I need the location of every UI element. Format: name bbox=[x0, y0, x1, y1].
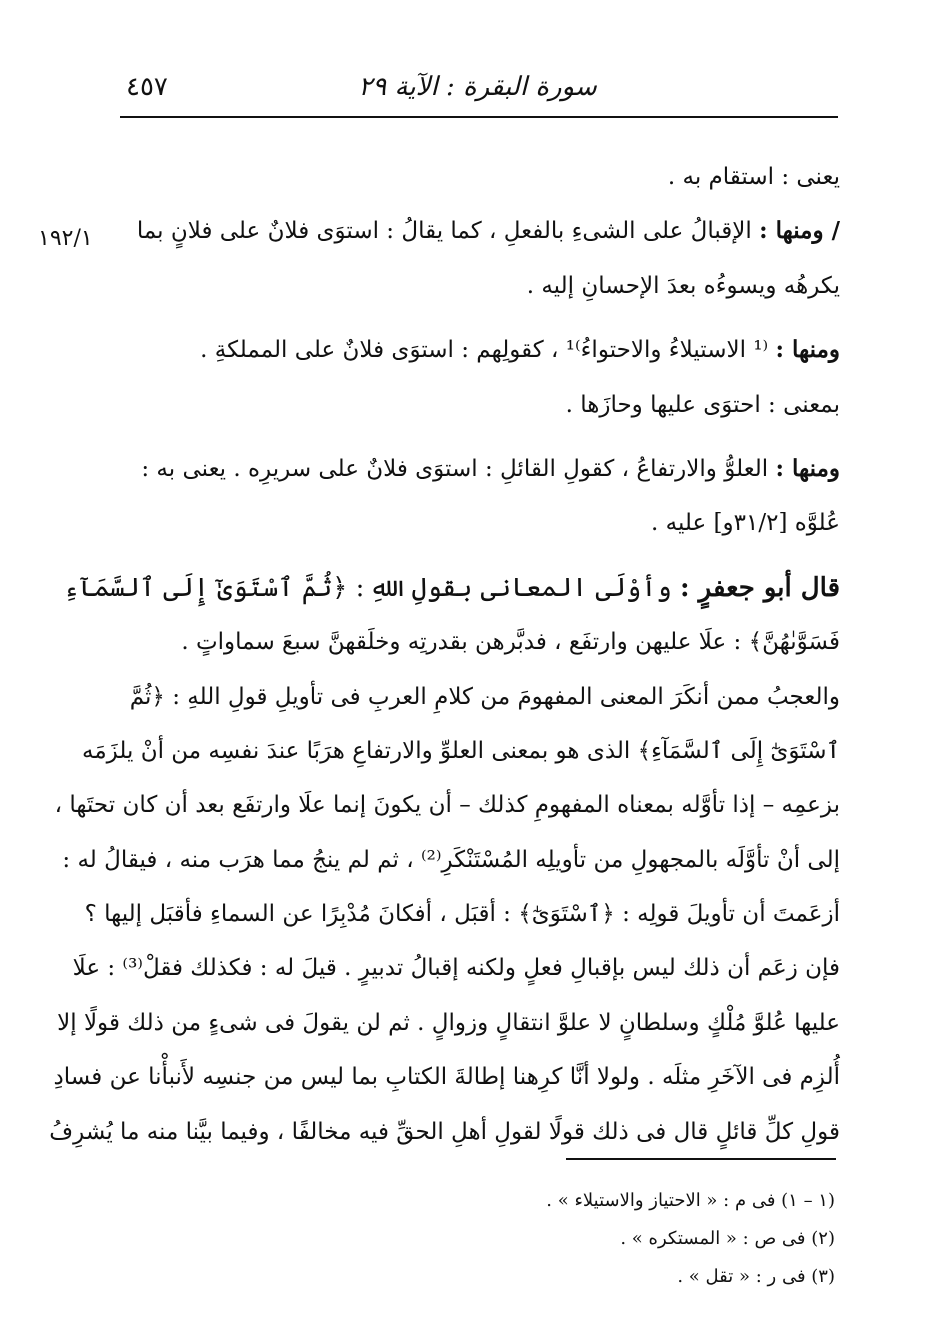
footnote: (٣) فى ر : « تقل » . bbox=[677, 1266, 835, 1287]
text-line: ومنها : العلوُّ والارتفاعُ ، كقولِ القائلِ : استوَى فلانٌ على سريرِه . يعنى به : bbox=[141, 454, 840, 482]
text-line: / ومنها : الإقبالُ على الشىءِ بالفعلِ ، كما يقالُ : استوَى فلانٌ على فلانٍ بما bbox=[136, 217, 840, 245]
text-line: أُلزِم فى الآخَرِ مثلَه . ولولا أنَّا كرِهنا إطالةَ الكتابِ بما ليس من جنسِه لأَنبأْنا عن فسادِ bbox=[53, 1064, 840, 1091]
text-line: يعنى : استقام به . bbox=[667, 164, 840, 190]
text-line: قولِ كلِّ قائلٍ قال فى ذلك قولًا لقولِ أهلِ الحقِّ فيه مخالفًا ، وفيما بيَّنا منه ما يُشرِفُ bbox=[49, 1118, 840, 1145]
text-line: إلى أنْ تأوَّلَه بالمجهولِ من تأويلِه المُسْتَنْكَرِ⁽²⁾ ، ثم لم ينجُ مما هرَب منه ، فيقالُ له : bbox=[62, 846, 840, 873]
text-line: ٱسْتَوَىٰٓ إِلَى ٱلسَّمَآءِ﴾ الذى هو بمعنى العلوِّ والارتفاعِ هرَبًا عندَ نفسِه من أنْ يلزَمَه bbox=[82, 737, 840, 764]
text-line: عُلوَّه [٣١/٢و] عليه . bbox=[651, 510, 840, 537]
text-line: عليها عُلوَّ مُلْكٍ وسلطانٍ لا علوَّ انتقالٍ وزوالٍ . ثم لن يقولَ فى شىءٍ من ذلك قولًا إلا bbox=[57, 1009, 840, 1036]
text-line: فإن زعَم أن ذلك ليس بإقبالِ فعلٍ ولكنه إقبالُ تدبيرٍ . قيلَ له : فكذلك فقلْ⁽³⁾ : علَا bbox=[72, 955, 840, 982]
page-number: ٤٥٧ bbox=[126, 72, 168, 102]
footnotes bbox=[380, 1182, 835, 1296]
lead-in: ومنها : bbox=[775, 454, 840, 482]
text-line: أزعَمتَ أن تأويلَ قولِه : ﴿ٱسْتَوَىٰٓ﴾ : أقبَل ، أفكانَ مُدْبِرًا عن السماءِ فأقبَل إليها ؟ bbox=[84, 901, 840, 928]
page-header bbox=[120, 62, 835, 114]
text-line: بمعنى : احتوَى عليها وحازَها . bbox=[565, 391, 840, 418]
lead-in: / ومنها : bbox=[759, 217, 840, 245]
text-line: قال أبو جعفرٍ : وأوْلَى المعانى بقولِ اللهِ : ﴿ثُمَّ ٱسْتَوَىٰٓ إِلَى ٱلسَّمَآءِ bbox=[63, 572, 840, 603]
lead-in: قال أبو جعفرٍ : bbox=[680, 572, 840, 603]
footnote: (٢) فى ص : « المستكره » . bbox=[620, 1228, 835, 1249]
lead-in: ومنها : bbox=[775, 336, 840, 364]
margin-reference: ١٩٢/١ bbox=[38, 226, 93, 251]
text-line: ومنها : ⁽¹ الاستيلاءُ والاحتواءُ⁾¹ ، كقولِهم : استوَى فلانٌ على المملكةِ . bbox=[200, 336, 840, 364]
text-line: فَسَوَّىٰهُنَّ﴾ : علَا عليهن وارتفَع ، فدبَّرهن بقدرتِه وخلَقهنَّ سبعَ سماواتٍ . bbox=[181, 629, 840, 656]
running-title: سورة البقرة : الآية ٢٩ bbox=[358, 72, 597, 102]
text-line: بزعمِه – إذا تأوَّله بمعناه المفهومِ كذلك – أن يكونَ إنما علَا وارتفَع بعد أن كان تحتَها ، bbox=[54, 792, 840, 819]
header-rule bbox=[120, 116, 838, 118]
text-line: والعجبُ ممن أنكَرَ المعنى المفهومَ من كلامِ العربِ فى تأويلِ قولِ اللهِ : ﴿ثُمَّ bbox=[129, 683, 840, 710]
footnote: (١ – ١) فى م : « الاحتياز والاستيلاء » . bbox=[546, 1190, 835, 1211]
footnote-rule bbox=[566, 1158, 836, 1160]
text-line: يكرهُه ويسوءُه بعدَ الإحسانِ إليه . bbox=[526, 272, 840, 299]
